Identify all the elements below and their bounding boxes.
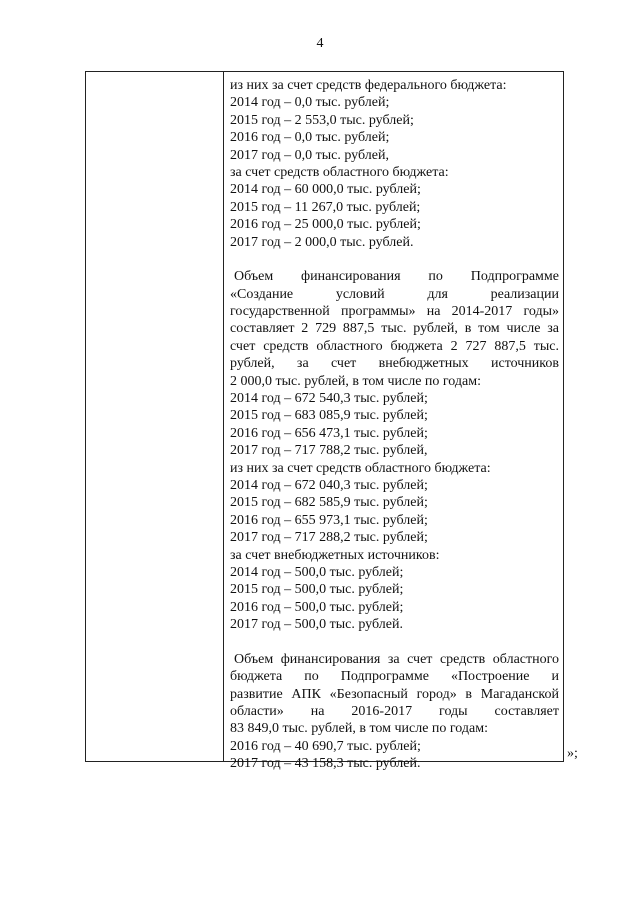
regional-year-line: 2015 год – 11 267,0 тыс. рублей; [230, 199, 421, 215]
spacer [230, 251, 559, 268]
subprogram1-regional-year-line: 2015 год – 682 585,9 тыс. рублей; [230, 495, 428, 511]
federal-year-line: 2014 год – 0,0 тыс. рублей; [230, 95, 390, 111]
spacer [230, 634, 559, 651]
closing-quote-mark: »; [567, 746, 578, 761]
subprogram1-year-line: 2015 год – 683 085,9 тыс. рублей; [230, 408, 428, 424]
regional-heading: за счет средств областного бюджета: [230, 164, 449, 180]
paragraph-line: развитие АПК «Безопасный город» в Магаданской [230, 686, 559, 702]
subprogram1-regional-year-line: 2016 год – 655 973,1 тыс. рублей; [230, 512, 428, 528]
federal-year-line: 2016 год – 0,0 тыс. рублей; [230, 130, 390, 146]
paragraph-line: Объем финансирования за счет средств областного [234, 651, 559, 667]
subprogram1-extra-heading: за счет внебюджетных источников: [230, 547, 440, 563]
regional-year-line: 2016 год – 25 000,0 тыс. рублей; [230, 217, 421, 233]
page-number: 4 [316, 36, 324, 51]
paragraph-line: «Создание условий для реализации [230, 286, 559, 302]
paragraph-line: государственной программы» на 2014-2017 годы» [230, 304, 559, 320]
paragraph-line: 83 849,0 тыс. рублей, в том числе по годам: [230, 721, 488, 737]
subprogram1-extra-year-line: 2016 год – 500,0 тыс. рублей; [230, 599, 404, 615]
subprogram1-extra-year-line: 2015 год – 500,0 тыс. рублей; [230, 582, 404, 598]
paragraph-line: бюджета по Подпрограмме «Построение и [230, 669, 559, 685]
subprogram1-extra-year-line: 2017 год – 500,0 тыс. рублей. [230, 617, 403, 633]
subprogram1-paragraph [230, 268, 559, 390]
subprogram1-extra-year-line: 2014 год – 500,0 тыс. рублей; [230, 564, 404, 580]
paragraph-line: Объем финансирования по Подпрограмме [234, 269, 559, 285]
subprogram2-paragraph [230, 651, 559, 738]
paragraph-line: рублей, за счет внебюджетных источников [230, 356, 559, 372]
paragraph-line: счет средств областного бюджета 2 727 887,5 тыс. [230, 338, 559, 354]
subprogram1-year-line: 2017 год – 717 788,2 тыс. рублей, [230, 443, 428, 459]
subprogram2-year-line: 2016 год – 40 690,7 тыс. рублей; [230, 738, 421, 754]
subprogram1-year-line: 2016 год – 656 473,1 тыс. рублей; [230, 425, 428, 441]
paragraph-line: составляет 2 729 887,5 тыс. рублей, в том числе за [230, 321, 559, 337]
regional-year-line: 2014 год – 60 000,0 тыс. рублей; [230, 182, 421, 198]
regional-year-line: 2017 год – 2 000,0 тыс. рублей. [230, 234, 414, 250]
program-table [85, 71, 564, 772]
federal-year-line: 2015 год – 2 553,0 тыс. рублей; [230, 112, 414, 128]
subprogram1-regional-year-line: 2014 год – 672 040,3 тыс. рублей; [230, 477, 428, 493]
federal-heading: из них за счет средств федерального бюджета: [230, 78, 507, 93]
table-right-cell [230, 77, 559, 773]
table-left-cell [86, 72, 224, 761]
paragraph-line: 2 000,0 тыс. рублей, в том числе по годам: [230, 373, 481, 389]
paragraph-line: области» на 2016-2017 годы составляет [230, 704, 559, 720]
subprogram1-year-line: 2014 год – 672 540,3 тыс. рублей; [230, 391, 428, 407]
subprogram2-year-line: 2017 год – 43 158,3 тыс. рублей. [230, 756, 421, 772]
federal-year-line: 2017 год – 0,0 тыс. рублей, [230, 147, 389, 163]
subprogram1-regional-heading: из них за счет средств областного бюджета: [230, 460, 491, 476]
subprogram1-regional-year-line: 2017 год – 717 288,2 тыс. рублей; [230, 530, 428, 546]
